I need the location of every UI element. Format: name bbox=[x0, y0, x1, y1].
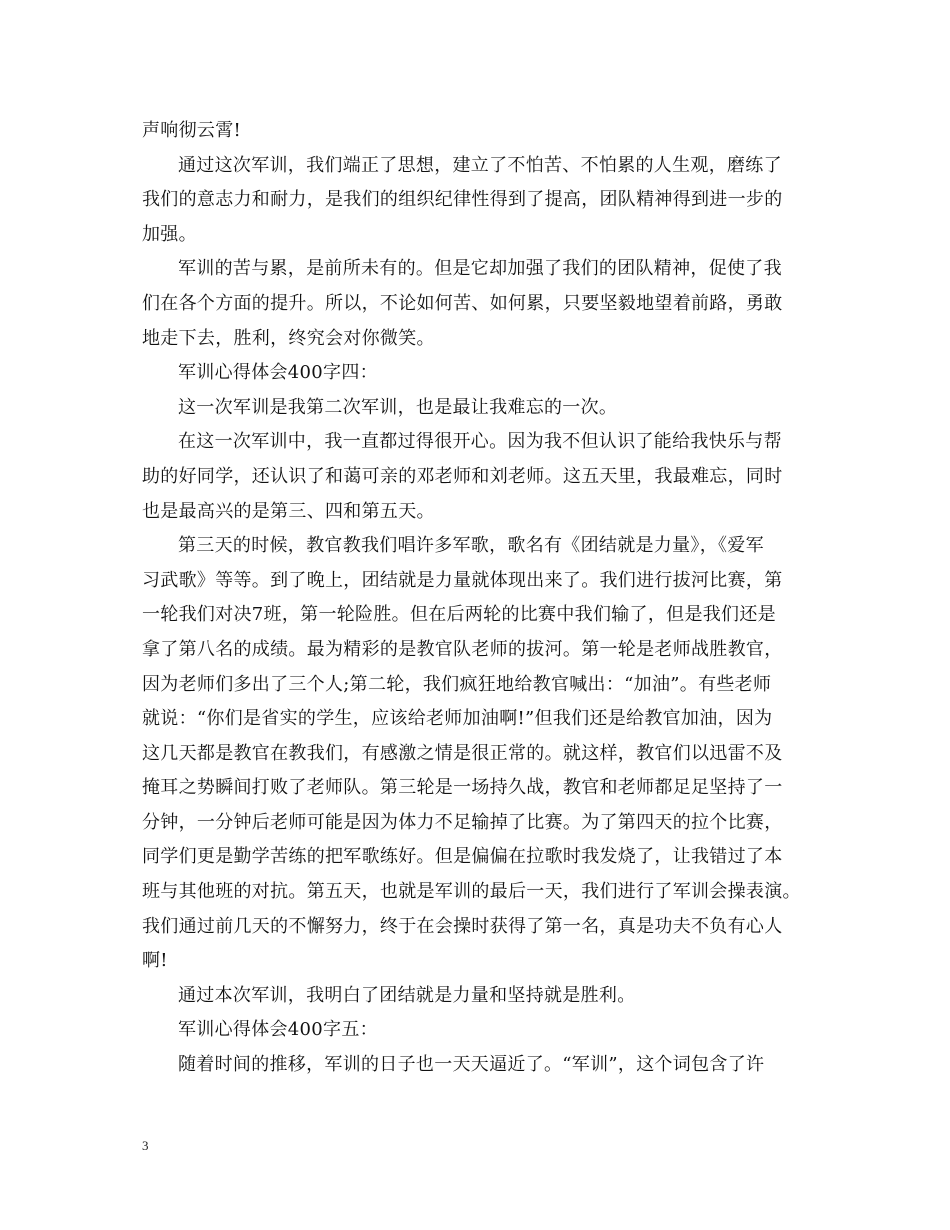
text-line: 助的好同学，还认识了和蔼可亲的邓老师和刘老师。这五天里，我最难忘，同时 bbox=[142, 465, 783, 487]
text-line: 这几天都是教官在教我们，有感激之情是很正常的。就这样，教官们以迅雷不及 bbox=[142, 742, 783, 764]
text-line: 地走下去，胜利，终究会对你微笑。 bbox=[142, 327, 435, 349]
text-line: 班与其他班的对抗。第五天，也就是军训的最后一天，我们进行了军训会操表演。 bbox=[142, 881, 801, 903]
text-line: 拿了第八名的成绩。最为精彩的是教官队老师的拔河。第一轮是老师战胜教官， bbox=[142, 638, 783, 660]
text-line: 习武歌》等等。到了晚上，团结就是力量就体现出来了。我们进行拔河比赛，第 bbox=[142, 569, 783, 591]
text-line: 我们的意志力和耐力，是我们的组织纪律性得到了提高，团队精神得到进一步的 bbox=[142, 189, 783, 211]
text-line: 军训的苦与累，是前所未有的。但是它却加强了我们的团队精神，促使了我 bbox=[178, 258, 782, 280]
text-line: 分钟，一分钟后老师可能是因为体力不足输掉了比赛。为了第四天的拉个比赛， bbox=[142, 811, 783, 833]
text-line: 掩耳之势瞬间打败了老师队。第三轮是一场持久战，教官和老师都足足坚持了一 bbox=[142, 777, 783, 799]
text-line: 随着时间的推移，军训的日子也一天天逼近了。“军训”，这个词包含了许 bbox=[178, 1054, 765, 1076]
text-line: 们在各个方面的提升。所以，不论如何苦、如何累，只要坚毅地望着前路，勇敢 bbox=[142, 292, 783, 314]
text-line: 这一次军训是我第二次军训，也是最让我难忘的一次。 bbox=[178, 396, 618, 418]
text-line: 军训心得体会400字四： bbox=[178, 362, 378, 384]
text-line: 在这一次军训中，我一直都过得很开心。因为我不但认识了能给我快乐与帮 bbox=[178, 431, 782, 453]
text-line: 一轮我们对决7班，第一轮险胜。但在后两轮的比赛中我们输了，但是我们还是 bbox=[142, 604, 776, 626]
text-line: 啊! bbox=[142, 950, 168, 972]
text-line: 就说：“你们是省实的学生，应该给老师加油啊!”但我们还是给教官加油，因为 bbox=[142, 708, 773, 730]
text-line: 我们通过前几天的不懈努力，终于在会操时获得了第一名，真是功夫不负有心人 bbox=[142, 915, 783, 937]
text-line: 军训心得体会400字五： bbox=[178, 1019, 378, 1041]
text-line: 因为老师们多出了三个人;第二轮，我们疯狂地给教官喊出：“加油”。有些老师 bbox=[142, 673, 772, 695]
text-line: 通过这次军训，我们端正了思想，建立了不怕苦、不怕累的人生观，磨练了 bbox=[178, 154, 782, 176]
text-line: 声响彻云霄! bbox=[142, 120, 242, 141]
text-line: 也是最高兴的是第三、四和第五天。 bbox=[142, 500, 435, 522]
text-line: 第三天的时候，教官教我们唱许多军歌，歌名有《团结就是力量》，《爱军 bbox=[178, 535, 764, 557]
text-line: 通过本次军训，我明白了团结就是力量和坚持就是胜利。 bbox=[178, 984, 636, 1006]
text-line: 同学们更是勤学苦练的把军歌练好。但是偏偏在拉歌时我发烧了，让我错过了本 bbox=[142, 846, 783, 868]
text-line: 加强。 bbox=[142, 223, 197, 245]
document-body bbox=[142, 114, 812, 1083]
page-number: 3 bbox=[142, 1138, 149, 1153]
